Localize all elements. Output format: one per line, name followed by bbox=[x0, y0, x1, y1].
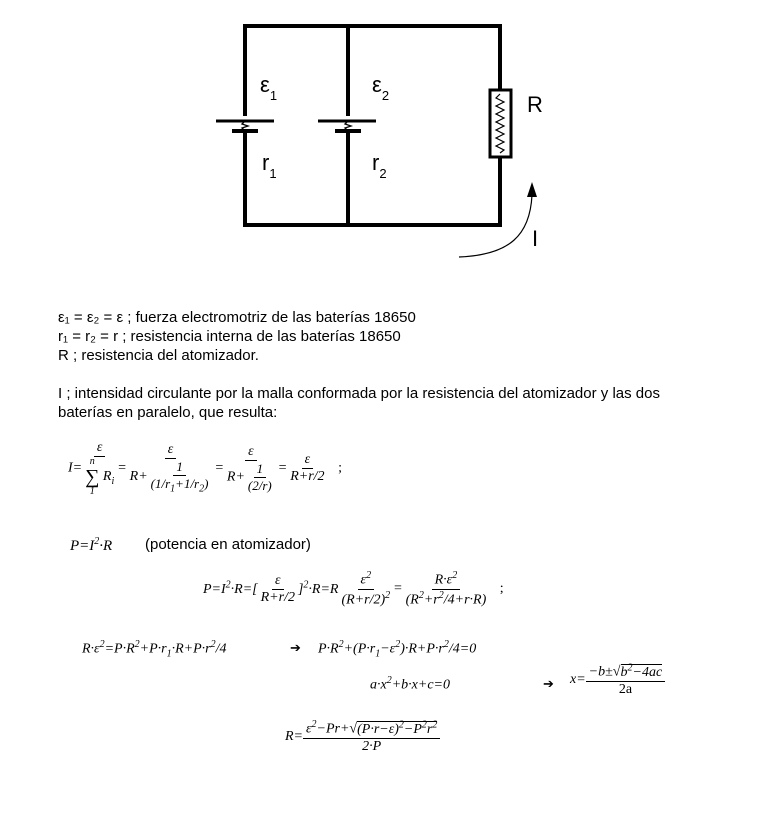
r2-label: $r_2$ bbox=[372, 150, 387, 181]
equation-power-expanded: $P=I^2\cdot R=$[ $\frac{\varepsilon}{R+r/2}$ ]$^2$·R=R $\frac{\varepsilon^2}{(R+r/2)^2}$ = $\frac{R\cdot\varepsilon^2}{(R^2+r^2/4+r\cdot R)}$ ; bbox=[203, 570, 504, 608]
equation-power: $P=I^2\cdot R$ bbox=[70, 536, 113, 554]
resistor-icon bbox=[490, 90, 511, 157]
equation-quadratic-form: $R\cdot\varepsilon^2=P\cdot R^2+P\cdot r_1\cdot R+P\cdot r^2/4$ bbox=[82, 639, 227, 660]
r1-label: $r_1$ bbox=[262, 150, 277, 181]
definition-internal-resistance: r₁ = r₂ = r ; resistencia interna de las baterías 18650 bbox=[58, 328, 401, 345]
resistor-label: R bbox=[527, 92, 543, 117]
definition-atomizer-resistance: R ; resistencia del atomizador. bbox=[58, 347, 259, 364]
equation-resistance-solution: R= $\frac{\varepsilon^2-Pr+√(P\cdot r-\varepsilon)^2-P^2r^2}{2\cdot P}$ bbox=[285, 719, 440, 755]
arrow-icon-1: ➔ bbox=[290, 640, 301, 655]
equation-quadratic-formula: x= $\frac{-b\pm√b^2-4ac}{2a}$ bbox=[570, 662, 665, 698]
definition-current: I ; intensidad circulante por la malla conformada por la resistencia del atomizador y las dos bbox=[58, 385, 660, 402]
definition-emf: ε₁ = ε₂ = ε ; fuerza electromotriz de las baterías 18650 bbox=[58, 309, 416, 326]
emf-1-label: $\varepsilon_1$ bbox=[260, 72, 278, 103]
power-note: (potencia en atomizador) bbox=[145, 536, 311, 553]
equation-quadratic-rearranged: $P\cdot R^2+(P\cdot r_1-\varepsilon^2)\cdot R+P\cdot r^2/4=0$ bbox=[318, 639, 477, 660]
equation-general-quadratic: $a\cdot x^2+b\cdot x+c=0$ bbox=[370, 675, 450, 693]
current-label: I bbox=[532, 226, 539, 251]
definition-current-cont: baterías en paralelo, que resulta: bbox=[58, 404, 278, 421]
arrow-icon-2: ➔ bbox=[543, 676, 554, 691]
circuit-wires bbox=[245, 26, 500, 225]
equation-current: I= ε n ∑ 1 $R_i$ = ε R+ $\frac{1}{(1/r_1+1/r_2)}$ = ε R+ $\frac{1}{(2/r)}$ = $\frac{\varepsilon}{R+r/2}$ ; bbox=[68, 440, 342, 497]
emf-2-label: $\varepsilon_2$ bbox=[372, 72, 390, 103]
